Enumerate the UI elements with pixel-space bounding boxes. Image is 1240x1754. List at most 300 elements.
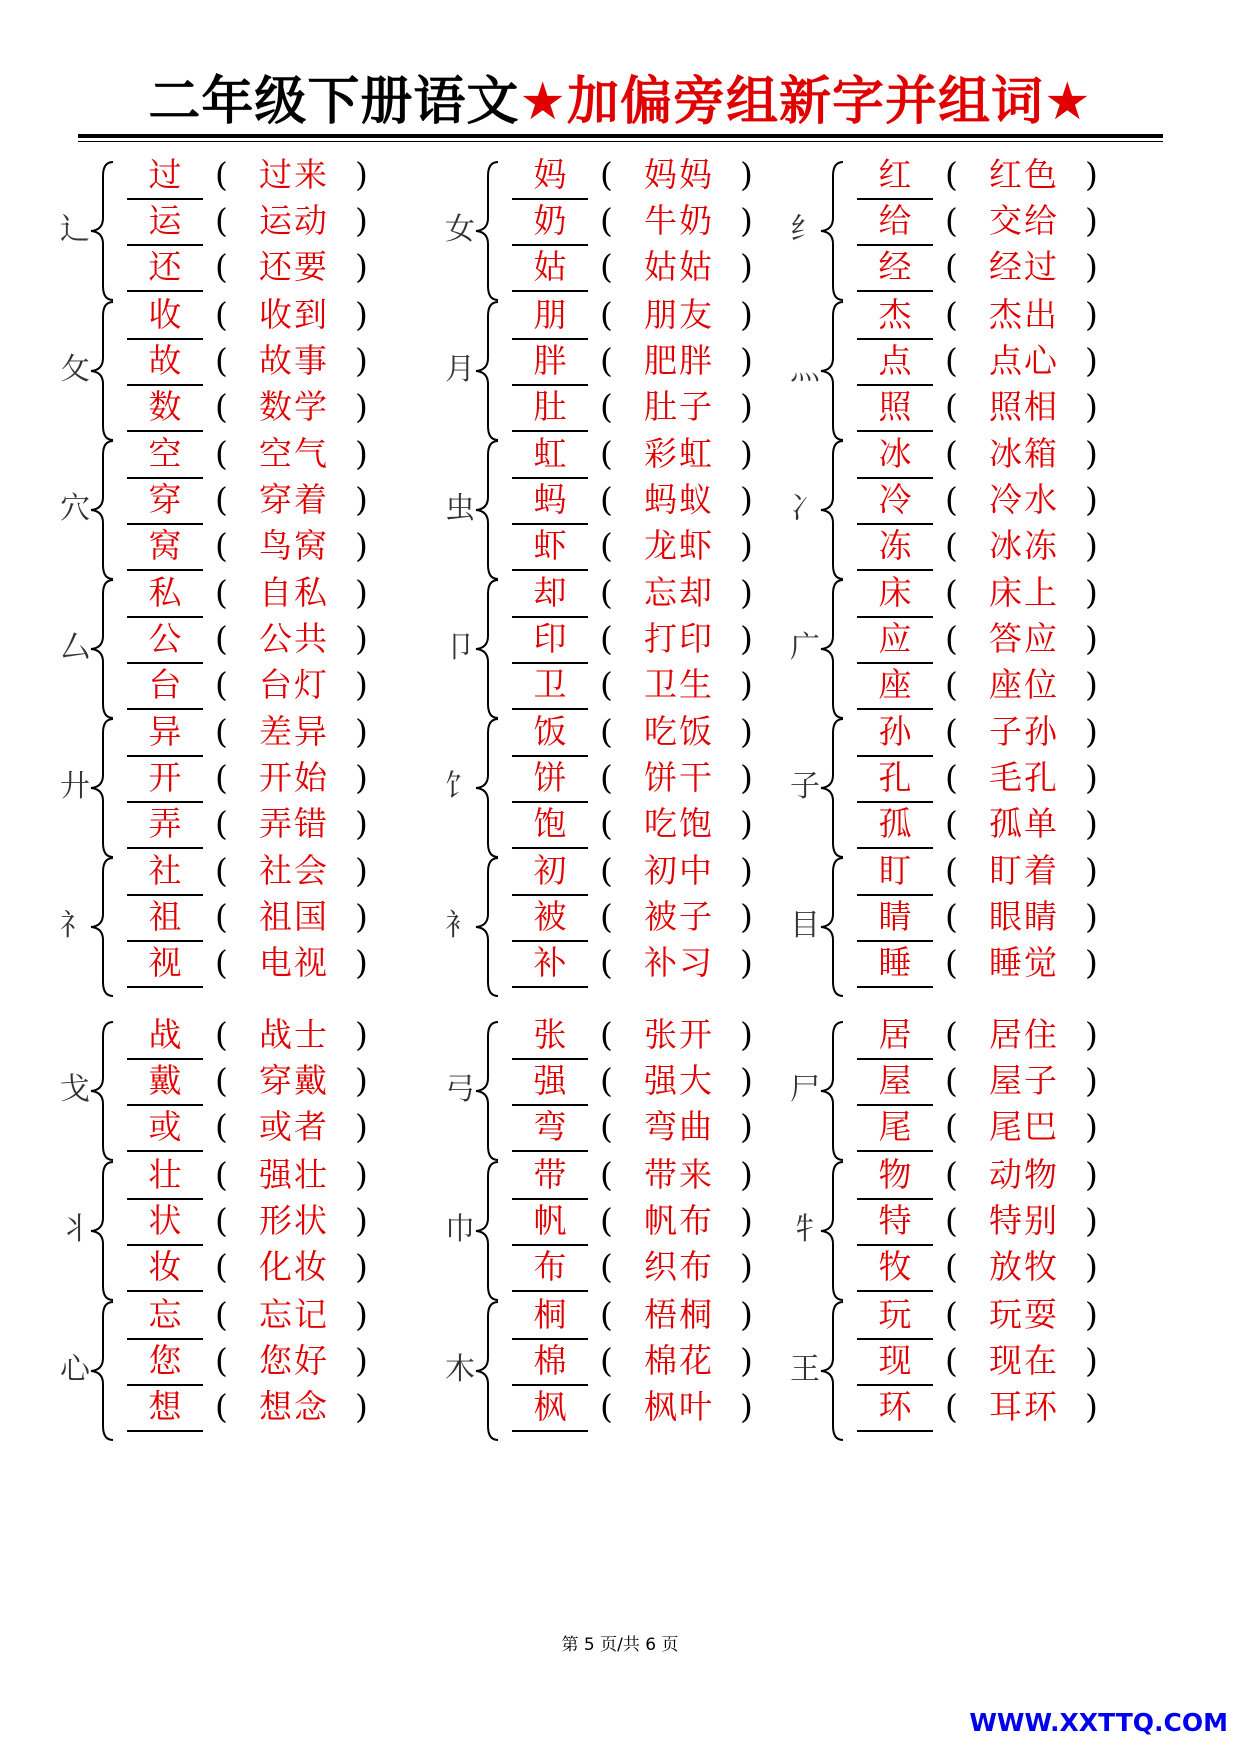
paren-close: ) (740, 480, 753, 519)
new-character: 张 (533, 1015, 567, 1054)
char-row (440, 1338, 800, 1390)
paren-open: ( (215, 1061, 228, 1100)
paren-close: ) (355, 247, 368, 286)
char-row (55, 1012, 415, 1064)
radical-label: 丬 (60, 1212, 90, 1247)
char-row (785, 384, 1145, 436)
new-character: 妆 (148, 1247, 182, 1286)
char-row (440, 570, 800, 622)
new-character: 运 (148, 201, 182, 240)
new-character: 冷 (878, 480, 912, 519)
compound-word: 吃饭 (644, 712, 714, 751)
char-row (440, 755, 800, 807)
compound-word: 差异 (259, 712, 329, 751)
compound-word: 肥胖 (644, 341, 714, 380)
paren-close: ) (355, 341, 368, 380)
new-character: 给 (878, 201, 912, 240)
char-row (440, 801, 800, 853)
paren-open: ( (600, 1155, 613, 1194)
paren-close: ) (1085, 247, 1098, 286)
radical-group (55, 570, 415, 726)
radical-group (55, 292, 415, 448)
paren-open: ( (215, 619, 228, 658)
char-row (55, 1104, 415, 1156)
paren-open: ( (945, 619, 958, 658)
char-row (785, 616, 1145, 668)
new-character: 蚂 (533, 480, 567, 519)
compound-word: 冰冻 (989, 526, 1059, 565)
new-character: 壮 (148, 1155, 182, 1194)
compound-word: 自私 (259, 573, 329, 612)
paren-close: ) (740, 387, 753, 426)
compound-word: 张开 (644, 1015, 714, 1054)
paren-open: ( (600, 943, 613, 982)
paren-open: ( (600, 1387, 613, 1426)
paren-open: ( (945, 1061, 958, 1100)
radical-group (440, 152, 800, 308)
paren-open: ( (600, 573, 613, 612)
paren-close: ) (1085, 1341, 1098, 1380)
char-row (55, 1244, 415, 1296)
new-character: 虾 (533, 526, 567, 565)
char-row (785, 894, 1145, 946)
new-character: 社 (148, 851, 182, 890)
paren-open: ( (600, 155, 613, 194)
radical-label: 目 (790, 908, 820, 943)
char-row (440, 848, 800, 900)
paren-close: ) (355, 573, 368, 612)
char-row (785, 1152, 1145, 1204)
paren-open: ( (945, 573, 958, 612)
new-character: 冻 (878, 526, 912, 565)
compound-word: 交给 (989, 201, 1059, 240)
char-row (440, 616, 800, 668)
compound-word: 屋子 (989, 1061, 1059, 1100)
char-row (440, 384, 800, 436)
char-row (785, 709, 1145, 761)
char-row (785, 1012, 1145, 1064)
new-character: 忘 (148, 1295, 182, 1334)
answer-underline (857, 1430, 933, 1432)
new-character: 战 (148, 1015, 182, 1054)
paren-open: ( (945, 247, 958, 286)
radical-group (55, 152, 415, 308)
compound-word: 杰出 (989, 295, 1059, 334)
title-rule-thin (78, 141, 1163, 142)
paren-close: ) (740, 1341, 753, 1380)
char-row (440, 198, 800, 250)
new-character: 孙 (878, 712, 912, 751)
radical-group (785, 1152, 1145, 1308)
compound-word: 穿着 (259, 480, 329, 519)
char-row (785, 244, 1145, 296)
compound-word: 梧桐 (644, 1295, 714, 1334)
paren-close: ) (1085, 526, 1098, 565)
title-red: 加偏旁组新字并组词 (567, 72, 1045, 132)
char-row (55, 244, 415, 296)
radical-label: 辶 (60, 212, 90, 247)
compound-word: 或者 (259, 1107, 329, 1146)
paren-close: ) (1085, 897, 1098, 936)
paren-open: ( (600, 897, 613, 936)
new-character: 帆 (533, 1201, 567, 1240)
radical-group (55, 1012, 415, 1168)
char-row (785, 198, 1145, 250)
compound-word: 形状 (259, 1201, 329, 1240)
compound-word: 强壮 (259, 1155, 329, 1194)
paren-open: ( (215, 1387, 228, 1426)
compound-word: 社会 (259, 851, 329, 890)
paren-open: ( (600, 201, 613, 240)
compound-word: 被子 (644, 897, 714, 936)
paren-close: ) (740, 155, 753, 194)
paren-open: ( (600, 247, 613, 286)
new-character: 玩 (878, 1295, 912, 1334)
paren-open: ( (215, 480, 228, 519)
radical-group (55, 431, 415, 587)
compound-word: 开始 (259, 758, 329, 797)
paren-open: ( (945, 201, 958, 240)
char-row (55, 801, 415, 853)
compound-word: 尾巴 (989, 1107, 1059, 1146)
compound-word: 鸟窝 (259, 526, 329, 565)
paren-close: ) (740, 1247, 753, 1286)
compound-word: 蚂蚁 (644, 480, 714, 519)
new-character: 弄 (148, 804, 182, 843)
compound-word: 耳环 (989, 1387, 1059, 1426)
paren-open: ( (945, 665, 958, 704)
paren-open: ( (600, 665, 613, 704)
paren-close: ) (355, 387, 368, 426)
radical-label: 巾 (445, 1212, 475, 1247)
compound-word: 照相 (989, 387, 1059, 426)
compound-word: 龙虾 (644, 526, 714, 565)
compound-word: 特别 (989, 1201, 1059, 1240)
radical-label: 王 (790, 1352, 820, 1387)
char-row (785, 848, 1145, 900)
page-footer: 第 5 页/共 6 页 (561, 1635, 679, 1655)
radical-group (785, 1292, 1145, 1448)
new-character: 妈 (533, 155, 567, 194)
new-character: 饱 (533, 804, 567, 843)
radical-label: 饣 (445, 769, 475, 804)
paren-open: ( (215, 1015, 228, 1054)
radical-group (440, 431, 800, 587)
char-row (440, 523, 800, 575)
paren-close: ) (355, 155, 368, 194)
new-character: 孔 (878, 758, 912, 797)
compound-word: 冷水 (989, 480, 1059, 519)
new-character: 您 (148, 1341, 182, 1380)
paren-close: ) (355, 1247, 368, 1286)
radical-group (55, 1152, 415, 1308)
paren-close: ) (740, 758, 753, 797)
paren-close: ) (1085, 665, 1098, 704)
compound-word: 饼干 (644, 758, 714, 797)
radical-label: 广 (790, 630, 820, 665)
compound-word: 姑姑 (644, 247, 714, 286)
char-row (785, 338, 1145, 390)
char-row (55, 523, 415, 575)
paren-open: ( (215, 897, 228, 936)
paren-close: ) (740, 665, 753, 704)
char-row (55, 1198, 415, 1250)
new-character: 朋 (533, 295, 567, 334)
compound-word: 睡觉 (989, 943, 1059, 982)
paren-close: ) (740, 247, 753, 286)
radical-group (440, 292, 800, 448)
compound-word: 弯曲 (644, 1107, 714, 1146)
paren-open: ( (215, 1247, 228, 1286)
new-character: 棉 (533, 1341, 567, 1380)
paren-close: ) (355, 804, 368, 843)
answer-underline (127, 986, 203, 988)
new-character: 床 (878, 573, 912, 612)
new-character: 孤 (878, 804, 912, 843)
new-character: 现 (878, 1341, 912, 1380)
radical-group (785, 292, 1145, 448)
paren-close: ) (355, 434, 368, 473)
new-character: 尾 (878, 1107, 912, 1146)
paren-close: ) (355, 201, 368, 240)
star-icon: ★ (519, 72, 567, 132)
char-row (785, 940, 1145, 992)
paren-close: ) (1085, 295, 1098, 334)
compound-word: 盯着 (989, 851, 1059, 890)
new-character: 被 (533, 897, 567, 936)
new-character: 座 (878, 665, 912, 704)
compound-word: 还要 (259, 247, 329, 286)
paren-open: ( (215, 804, 228, 843)
compound-word: 打印 (644, 619, 714, 658)
paren-close: ) (355, 1015, 368, 1054)
paren-open: ( (600, 295, 613, 334)
compound-word: 电视 (259, 943, 329, 982)
compound-word: 卫生 (644, 665, 714, 704)
new-character: 卫 (533, 665, 567, 704)
paren-open: ( (600, 1107, 613, 1146)
paren-close: ) (355, 1295, 368, 1334)
char-row (785, 662, 1145, 714)
paren-close: ) (740, 434, 753, 473)
paren-close: ) (1085, 619, 1098, 658)
radical-label: 衤 (445, 908, 475, 943)
paren-close: ) (1085, 1201, 1098, 1240)
new-character: 印 (533, 619, 567, 658)
paren-close: ) (1085, 573, 1098, 612)
new-character: 虹 (533, 434, 567, 473)
new-character: 弯 (533, 1107, 567, 1146)
new-character: 屋 (878, 1061, 912, 1100)
paren-open: ( (600, 1015, 613, 1054)
new-character: 窝 (148, 526, 182, 565)
char-row (55, 198, 415, 250)
radical-label: 穴 (60, 491, 90, 526)
char-row (440, 244, 800, 296)
compound-word: 化妆 (259, 1247, 329, 1286)
compound-word: 动物 (989, 1155, 1059, 1194)
new-character: 收 (148, 295, 182, 334)
paren-open: ( (600, 804, 613, 843)
paren-open: ( (600, 712, 613, 751)
compound-word: 穿戴 (259, 1061, 329, 1100)
radical-label: 戈 (60, 1072, 90, 1107)
radical-label: 纟 (790, 212, 820, 247)
paren-close: ) (355, 619, 368, 658)
char-row (440, 1384, 800, 1436)
paren-close: ) (740, 851, 753, 890)
char-row (55, 709, 415, 761)
paren-close: ) (740, 619, 753, 658)
paren-open: ( (945, 526, 958, 565)
char-row (55, 1152, 415, 1204)
paren-open: ( (215, 434, 228, 473)
new-character: 状 (148, 1201, 182, 1240)
compound-word: 故事 (259, 341, 329, 380)
paren-open: ( (600, 1201, 613, 1240)
compound-word: 织布 (644, 1247, 714, 1286)
paren-close: ) (1085, 1107, 1098, 1146)
new-character: 红 (878, 155, 912, 194)
paren-open: ( (215, 387, 228, 426)
char-row (785, 1104, 1145, 1156)
paren-close: ) (740, 341, 753, 380)
paren-close: ) (740, 1295, 753, 1334)
paren-open: ( (215, 526, 228, 565)
paren-open: ( (945, 1247, 958, 1286)
new-character: 却 (533, 573, 567, 612)
radical-group (785, 709, 1145, 865)
compound-word: 牛奶 (644, 201, 714, 240)
paren-open: ( (945, 1015, 958, 1054)
char-row (785, 477, 1145, 529)
char-row (55, 940, 415, 992)
new-character: 饼 (533, 758, 567, 797)
compound-word: 毛孔 (989, 758, 1059, 797)
char-row (55, 1338, 415, 1390)
site-watermark: WWW.XXTTQ.COM (969, 1708, 1228, 1737)
paren-open: ( (945, 1341, 958, 1380)
char-row (55, 1058, 415, 1110)
paren-close: ) (1085, 155, 1098, 194)
paren-close: ) (740, 1061, 753, 1100)
paren-open: ( (215, 341, 228, 380)
paren-close: ) (1085, 1061, 1098, 1100)
paren-open: ( (945, 758, 958, 797)
char-row (440, 940, 800, 992)
radical-label: 攵 (60, 352, 90, 387)
paren-close: ) (740, 804, 753, 843)
paren-close: ) (1085, 434, 1098, 473)
new-character: 戴 (148, 1061, 182, 1100)
compound-word: 想念 (259, 1387, 329, 1426)
radical-group (440, 848, 800, 1004)
new-character: 桐 (533, 1295, 567, 1334)
paren-close: ) (355, 1201, 368, 1240)
paren-open: ( (215, 712, 228, 751)
radical-group (55, 848, 415, 1004)
paren-close: ) (355, 1387, 368, 1426)
char-row (785, 1292, 1145, 1344)
radical-group (55, 1292, 415, 1448)
paren-open: ( (945, 712, 958, 751)
char-row (55, 477, 415, 529)
radical-label: 牜 (790, 1212, 820, 1247)
new-character: 应 (878, 619, 912, 658)
new-character: 空 (148, 434, 182, 473)
new-character: 台 (148, 665, 182, 704)
new-character: 杰 (878, 295, 912, 334)
paren-open: ( (215, 851, 228, 890)
char-row (440, 292, 800, 344)
compound-word: 点心 (989, 341, 1059, 380)
compound-word: 弄错 (259, 804, 329, 843)
radical-label: 尸 (790, 1072, 820, 1107)
radical-group (440, 570, 800, 726)
compound-word: 过来 (259, 155, 329, 194)
paren-close: ) (355, 1061, 368, 1100)
paren-open: ( (600, 851, 613, 890)
char-row (785, 1384, 1145, 1436)
paren-close: ) (1085, 387, 1098, 426)
radical-label: 月 (445, 352, 475, 387)
new-character: 物 (878, 1155, 912, 1194)
char-row (55, 292, 415, 344)
compound-word: 祖国 (259, 897, 329, 936)
new-character: 牧 (878, 1247, 912, 1286)
title-black: 二年级下册语文 (148, 72, 520, 132)
new-character: 姑 (533, 247, 567, 286)
new-character: 祖 (148, 897, 182, 936)
paren-close: ) (1085, 851, 1098, 890)
radical-label: 木 (445, 1352, 475, 1387)
paren-close: ) (1085, 1155, 1098, 1194)
radical-label: 冫 (790, 491, 820, 526)
paren-close: ) (355, 295, 368, 334)
radical-label: 虫 (445, 491, 475, 526)
new-character: 居 (878, 1015, 912, 1054)
new-character: 私 (148, 573, 182, 612)
char-row (55, 1292, 415, 1344)
char-row (55, 755, 415, 807)
char-row (55, 894, 415, 946)
paren-open: ( (215, 1341, 228, 1380)
paren-open: ( (215, 758, 228, 797)
new-character: 初 (533, 851, 567, 890)
new-character: 特 (878, 1201, 912, 1240)
compound-word: 红色 (989, 155, 1059, 194)
char-row (440, 477, 800, 529)
paren-close: ) (355, 1341, 368, 1380)
paren-open: ( (945, 1107, 958, 1146)
new-character: 睡 (878, 943, 912, 982)
paren-close: ) (740, 943, 753, 982)
char-row (55, 152, 415, 204)
paren-open: ( (215, 573, 228, 612)
char-row (785, 1058, 1145, 1110)
paren-open: ( (600, 758, 613, 797)
paren-close: ) (1085, 1295, 1098, 1334)
char-row (55, 662, 415, 714)
radical-label: 廾 (60, 769, 90, 804)
new-character: 过 (148, 155, 182, 194)
compound-word: 答应 (989, 619, 1059, 658)
compound-word: 忘记 (259, 1295, 329, 1334)
paren-close: ) (355, 897, 368, 936)
paren-close: ) (355, 758, 368, 797)
paren-open: ( (945, 1387, 958, 1426)
compound-word: 子孙 (989, 712, 1059, 751)
